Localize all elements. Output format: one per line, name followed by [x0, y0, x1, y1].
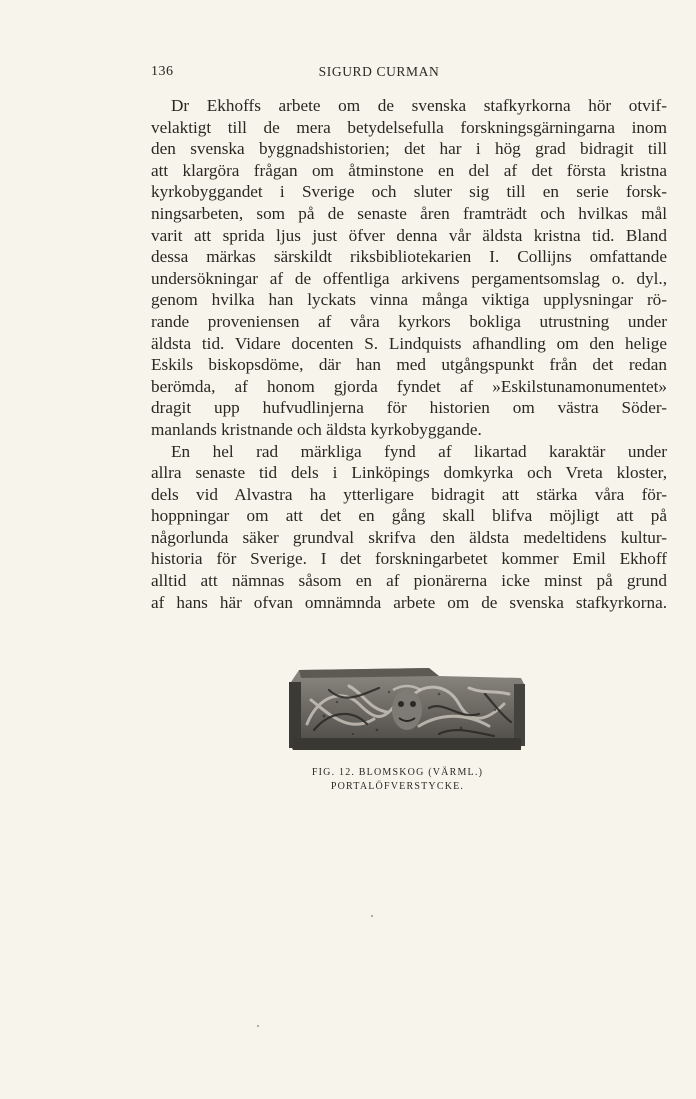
text-line: någorlunda säker grundval skrifva den äldsta medeltidens kultur- — [151, 527, 667, 547]
text-line: den svenska byggnadshistorien; det har i hög grad bidragit till — [151, 139, 667, 159]
text-line: Eskils biskopsdöme, där han med utgångspunkt från det redan — [151, 355, 667, 375]
text-line: historia för Sverige. I det forskningarbetet kommer Emil Ekhoff — [151, 549, 667, 569]
body-text — [151, 95, 667, 613]
text-line: kyrkobyggandet i Sverige och sluter sig till en serie forsk- — [151, 182, 667, 202]
caption-line: PORTALÖFVERSTYCKE. — [330, 781, 465, 792]
caption-line: FIG. 12. BLOMSKOG (VÄRML.) — [311, 767, 484, 778]
text-line: alltid att nämnas såsom en af pionärerna icke minst på grund — [151, 571, 667, 591]
text-line: velaktigt till de mera betydelsefulla forskningsgärningarna inom — [151, 117, 667, 137]
carving-image — [289, 664, 527, 752]
text-line: rande proveniensen af våra kyrkors bokliga utrustning under — [151, 311, 667, 331]
text-line: genom hvilka han lyckats vinna många viktiga upplysningar rö- — [151, 290, 667, 310]
text-line: allra senaste tid dels i Linköpings domkyrka och Vreta kloster, — [151, 463, 667, 483]
text-line: ningsarbeten, som på de senaste åren framträdt och hvilkas mål — [151, 203, 667, 223]
text-line: En hel rad märkliga fynd af likartad karaktär under — [171, 441, 667, 461]
paper-speck — [257, 1025, 259, 1027]
text-line: att klargöra frågan om åtminstone en del af det första kristna — [151, 160, 667, 180]
text-line: varit att sprida ljus just öfver denna vår äldsta kristna tid. Bland — [151, 225, 667, 245]
text-line: undersökningar af de offentliga arkivens pergamentsomslag o. dyl., — [151, 268, 667, 288]
text-line: dragit upp hufvudlinjerna för historien om västra Söder- — [151, 398, 667, 418]
text-line: dessa märkas särskildt riksbibliotekarien I. Collijns omfattande — [151, 247, 667, 267]
figure-caption — [0, 766, 696, 794]
text-line: Dr Ekhoffs arbete om de svenska stafkyrkorna hör otvif- — [171, 96, 667, 115]
text-line: manlands kristnande och äldsta kyrkobyggande. — [151, 419, 482, 439]
paper-speck — [371, 915, 373, 917]
text-line: dels vid Alvastra ha ytterligare bidragit att stärka våra för- — [151, 484, 667, 504]
text-line: berömda, af honom gjorda fyndet af »Eskilstunamonumentet» — [151, 376, 667, 396]
carved-portal-photo — [289, 664, 527, 752]
text-line: äldsta tid. Vidare docenten S. Lindquists afhandling om den helige — [151, 333, 667, 353]
running-title: SIGURD CURMAN — [318, 64, 440, 79]
text-line: af hans här ofvan omnämnda arbete om de svenska stafkyrkorna. — [151, 592, 667, 612]
text-line: hoppningar om att det en gång skall blifva möjligt att på — [151, 506, 667, 526]
page-number: 136 — [151, 64, 174, 79]
